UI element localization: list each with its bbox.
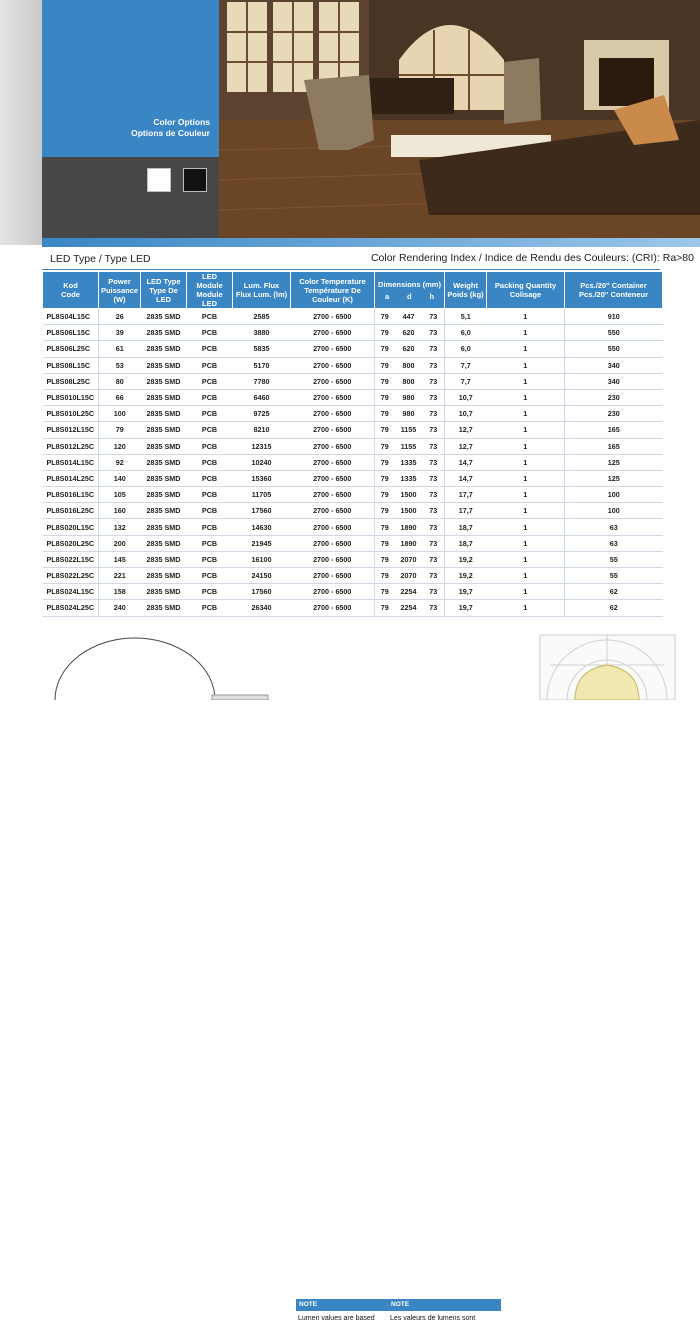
table-cell: 2700 - 6500 (291, 309, 375, 325)
note-label-fr: NOTE (388, 1299, 501, 1311)
table-row (43, 389, 663, 405)
table-cell: 125 (565, 470, 663, 486)
table-cell: 1 (487, 406, 565, 422)
table-cell: 7,7 (445, 373, 487, 389)
table-cell: 12315 (233, 438, 291, 454)
table-cell: 21945 (233, 535, 291, 551)
table-cell: 12,7 (445, 422, 487, 438)
table-cell: 1155 (395, 438, 423, 454)
table-row (43, 519, 663, 535)
table-cell: 2700 - 6500 (291, 422, 375, 438)
blue-divider (42, 238, 700, 247)
table-cell: 1 (487, 600, 565, 616)
table-cell: PL8S014L25C (43, 470, 99, 486)
table-cell: 800 (395, 357, 423, 373)
table-cell: 2700 - 6500 (291, 535, 375, 551)
left-gray-strip (0, 0, 42, 245)
table-cell: 16100 (233, 551, 291, 567)
room-photo (219, 0, 700, 238)
table-cell: 340 (565, 357, 663, 373)
table-cell: 125 (565, 454, 663, 470)
table-cell: 1 (487, 568, 565, 584)
table-cell: 1335 (395, 454, 423, 470)
table-cell: 92 (99, 454, 141, 470)
table-cell: 73 (423, 535, 445, 551)
table-cell: PL8S08L15C (43, 357, 99, 373)
table-cell: 2700 - 6500 (291, 325, 375, 341)
table-cell: 80 (99, 373, 141, 389)
table-cell: 18,7 (445, 535, 487, 551)
table-title-row (42, 251, 700, 269)
table-cell: PCB (187, 584, 233, 600)
table-cell: PCB (187, 487, 233, 503)
table-cell: 15360 (233, 470, 291, 486)
table-cell: 66 (99, 389, 141, 405)
bottom-section (0, 625, 700, 1322)
col-code: Kod Code (43, 272, 99, 309)
table-cell: PL8S022L15C (43, 551, 99, 567)
table-cell: PL8S08L25C (43, 373, 99, 389)
table-cell: 10,7 (445, 389, 487, 405)
table-cell: 1890 (395, 535, 423, 551)
table-cell: 53 (99, 357, 141, 373)
table-cell: 63 (565, 535, 663, 551)
table-cell: 26 (99, 309, 141, 325)
table-cell: 79 (375, 422, 395, 438)
table-cell: 19,7 (445, 584, 487, 600)
table-row (43, 309, 663, 325)
note-text-fr: Les valeurs de lumens sont (390, 1315, 476, 1322)
table-row (43, 325, 663, 341)
table-cell: 1 (487, 535, 565, 551)
table-cell: 1 (487, 503, 565, 519)
col-weight: Weight Poids (kg) (445, 272, 487, 309)
table-cell: 2700 - 6500 (291, 438, 375, 454)
table-cell: 79 (375, 551, 395, 567)
table-cell: 73 (423, 325, 445, 341)
table-cell: 3880 (233, 325, 291, 341)
table-cell: 2835 SMD (141, 568, 187, 584)
table-cell: 17560 (233, 584, 291, 600)
table-cell: 79 (375, 309, 395, 325)
black-swatch[interactable] (183, 168, 207, 192)
table-cell: 2835 SMD (141, 454, 187, 470)
table-cell: 158 (99, 584, 141, 600)
table-cell: 18,7 (445, 519, 487, 535)
table-cell: PL8S06L25C (43, 341, 99, 357)
table-cell: PL8S024L15C (43, 584, 99, 600)
table-cell: 230 (565, 389, 663, 405)
table-cell: 14630 (233, 519, 291, 535)
table-cell: PCB (187, 600, 233, 616)
table-cell: 2835 SMD (141, 600, 187, 616)
table-cell: 11705 (233, 487, 291, 503)
table-cell: PCB (187, 309, 233, 325)
specs-table (42, 271, 663, 617)
table-cell: 2835 SMD (141, 406, 187, 422)
table-row (43, 438, 663, 454)
note-label-en: NOTE (296, 1299, 389, 1311)
table-cell: 14,7 (445, 454, 487, 470)
table-cell: PL8S010L25C (43, 406, 99, 422)
luminaire-outline (55, 638, 215, 700)
table-cell: 2700 - 6500 (291, 568, 375, 584)
table-cell: 24150 (233, 568, 291, 584)
table-cell: 2585 (233, 309, 291, 325)
table-cell: 1500 (395, 503, 423, 519)
table-cell: 26340 (233, 600, 291, 616)
table-cell: 55 (565, 551, 663, 567)
table-cell: 200 (99, 535, 141, 551)
table-cell: 73 (423, 503, 445, 519)
table-row (43, 470, 663, 486)
table-cell: 340 (565, 373, 663, 389)
table-cell: 73 (423, 389, 445, 405)
table-cell: PCB (187, 325, 233, 341)
table-cell: PCB (187, 389, 233, 405)
table-cell: 2700 - 6500 (291, 503, 375, 519)
table-cell: 1 (487, 584, 565, 600)
table-cell: 73 (423, 373, 445, 389)
table-cell: 73 (423, 406, 445, 422)
table-cell: 62 (565, 584, 663, 600)
table-cell: 2700 - 6500 (291, 389, 375, 405)
table-cell: 2254 (395, 584, 423, 600)
table-cell: 14,7 (445, 470, 487, 486)
table-cell: 1 (487, 309, 565, 325)
table-cell: 12,7 (445, 438, 487, 454)
table-cell: PCB (187, 438, 233, 454)
table-cell: 165 (565, 422, 663, 438)
table-cell: 6460 (233, 389, 291, 405)
table-cell: 160 (99, 503, 141, 519)
table-cell: 17560 (233, 503, 291, 519)
table-cell: 2835 SMD (141, 422, 187, 438)
table-cell: 2700 - 6500 (291, 487, 375, 503)
table-cell: 19,2 (445, 551, 487, 567)
table-cell: 800 (395, 373, 423, 389)
table-cell: PL8S012L25C (43, 438, 99, 454)
table-cell: 550 (565, 341, 663, 357)
table-cell: 2835 SMD (141, 584, 187, 600)
table-row (43, 551, 663, 567)
table-cell: 2700 - 6500 (291, 454, 375, 470)
table-cell: 1 (487, 422, 565, 438)
swatch-panel (42, 157, 219, 238)
table-cell: 100 (99, 406, 141, 422)
table-cell: 63 (565, 519, 663, 535)
table-row (43, 373, 663, 389)
table-header-row (43, 272, 663, 309)
table-cell: 1 (487, 487, 565, 503)
table-cell: PCB (187, 535, 233, 551)
table-cell: 79 (375, 503, 395, 519)
table-cell: 1 (487, 389, 565, 405)
table-cell: 73 (423, 584, 445, 600)
table-cell: 79 (375, 325, 395, 341)
table-cell: 73 (423, 438, 445, 454)
table-cell: PL8S020L25C (43, 535, 99, 551)
table-cell: 17,7 (445, 503, 487, 519)
table-cell: 1 (487, 551, 565, 567)
table-cell: PL8S04L15C (43, 309, 99, 325)
table-cell: 980 (395, 389, 423, 405)
table-cell: 73 (423, 600, 445, 616)
table-cell: PCB (187, 551, 233, 567)
table-cell: 79 (375, 487, 395, 503)
table-cell: 79 (375, 438, 395, 454)
table-cell: 79 (375, 389, 395, 405)
table-cell: 73 (423, 470, 445, 486)
table-cell: 140 (99, 470, 141, 486)
table-cell: 2700 - 6500 (291, 584, 375, 600)
col-temp: Color Temperature Température De Couleur (K) (291, 272, 375, 309)
table-cell: 2700 - 6500 (291, 600, 375, 616)
table-cell: PCB (187, 373, 233, 389)
table-cell: 1 (487, 373, 565, 389)
table-cell: 6,0 (445, 341, 487, 357)
table-cell: PL8S014L15C (43, 454, 99, 470)
table-cell: 240 (99, 600, 141, 616)
table-cell: 2835 SMD (141, 357, 187, 373)
table-row (43, 357, 663, 373)
col-container: Pcs./20'' Container Pcs./20'' Conteneur (565, 272, 663, 309)
table-cell: 910 (565, 309, 663, 325)
table-cell: 5835 (233, 341, 291, 357)
table-cell: 6,0 (445, 325, 487, 341)
table-cell: PL8S020L15C (43, 519, 99, 535)
table-cell: 73 (423, 341, 445, 357)
table-row (43, 535, 663, 551)
title-rule (42, 269, 660, 270)
table-cell: 55 (565, 568, 663, 584)
table-cell: PCB (187, 568, 233, 584)
table-cell: 550 (565, 325, 663, 341)
table-cell: 1 (487, 357, 565, 373)
table-cell: 79 (375, 470, 395, 486)
table-cell: 2700 - 6500 (291, 519, 375, 535)
polar-diagram (540, 635, 675, 700)
col-packing: Packing Quantity Colisage (487, 272, 565, 309)
armchair-right (504, 58, 541, 124)
table-row (43, 568, 663, 584)
table-cell: 145 (99, 551, 141, 567)
table-row (43, 422, 663, 438)
table-cell: 620 (395, 341, 423, 357)
table-cell: 2070 (395, 551, 423, 567)
table-cell: PL8S06L15C (43, 325, 99, 341)
table-cell: 19,7 (445, 600, 487, 616)
table-cell: PL8S010L15C (43, 389, 99, 405)
table-cell: 221 (99, 568, 141, 584)
table-cell: 2700 - 6500 (291, 406, 375, 422)
table-cell: 9725 (233, 406, 291, 422)
col-led-type: LED Type Type De LED (141, 272, 187, 309)
table-cell: 8210 (233, 422, 291, 438)
table-cell: 2700 - 6500 (291, 551, 375, 567)
table-cell: 19,2 (445, 568, 487, 584)
note-text-en: Lumen values are based (298, 1315, 375, 1322)
table-cell: PCB (187, 406, 233, 422)
table-cell: PCB (187, 422, 233, 438)
table-cell: 2835 SMD (141, 519, 187, 535)
col-flux: Lum. Flux Flux Lum. (lm) (233, 272, 291, 309)
table-cell: 73 (423, 422, 445, 438)
table-row (43, 584, 663, 600)
table-cell: PL8S016L15C (43, 487, 99, 503)
table-cell: 79 (375, 600, 395, 616)
table-cell: 61 (99, 341, 141, 357)
table-cell: 73 (423, 568, 445, 584)
table-row (43, 406, 663, 422)
table-cell: 73 (423, 487, 445, 503)
table-cell: 2835 SMD (141, 389, 187, 405)
table-body (43, 309, 663, 617)
table-cell: 79 (375, 454, 395, 470)
table-cell: PL8S012L15C (43, 422, 99, 438)
color-options-label (131, 117, 210, 139)
table-cell: 39 (99, 325, 141, 341)
col-power: Power Puissance (W) (99, 272, 141, 309)
table-cell: 62 (565, 600, 663, 616)
table-cell: 79 (375, 341, 395, 357)
table-cell: 7,7 (445, 357, 487, 373)
table-cell: 620 (395, 325, 423, 341)
table-cell: 79 (99, 422, 141, 438)
table-cell: 5170 (233, 357, 291, 373)
table-cell: 7780 (233, 373, 291, 389)
table-cell: 2835 SMD (141, 535, 187, 551)
color-options-fr: Options de Couleur (131, 128, 210, 138)
table-cell: 2070 (395, 568, 423, 584)
color-options-panel (42, 0, 219, 157)
table-cell: 79 (375, 406, 395, 422)
table-cell: 79 (375, 568, 395, 584)
table-cell: 79 (375, 373, 395, 389)
table-cell: 165 (565, 438, 663, 454)
table-row (43, 487, 663, 503)
table-cell: 2835 SMD (141, 438, 187, 454)
table-cell: 1 (487, 341, 565, 357)
table-cell: 1 (487, 325, 565, 341)
table-cell: 1 (487, 519, 565, 535)
table-cell: 1 (487, 470, 565, 486)
table-cell: 980 (395, 406, 423, 422)
table-cell: 79 (375, 519, 395, 535)
table-cell: 2700 - 6500 (291, 357, 375, 373)
table-cell: PCB (187, 503, 233, 519)
table-cell: 2835 SMD (141, 503, 187, 519)
table-cell: 2835 SMD (141, 309, 187, 325)
table-cell: 1 (487, 438, 565, 454)
white-swatch[interactable] (147, 168, 171, 192)
table-cell: 73 (423, 519, 445, 535)
col-dimensions: Dimensions (mm) a d h (375, 272, 445, 309)
table-cell: 1890 (395, 519, 423, 535)
table-cell: 2835 SMD (141, 470, 187, 486)
table-cell: 105 (99, 487, 141, 503)
table-row (43, 341, 663, 357)
table-cell: 2700 - 6500 (291, 373, 375, 389)
table-cell: 2835 SMD (141, 551, 187, 567)
table-cell: 100 (565, 487, 663, 503)
table-cell: PCB (187, 470, 233, 486)
table-cell: 79 (375, 535, 395, 551)
table-cell: PL8S016L25C (43, 503, 99, 519)
table-cell: 17,7 (445, 487, 487, 503)
table-cell: 120 (99, 438, 141, 454)
luminaire-side (212, 695, 268, 700)
table-cell: 73 (423, 357, 445, 373)
room-photo-illustration (219, 0, 700, 238)
col-module: LED Module Module LED (187, 272, 233, 309)
table-cell: 1155 (395, 422, 423, 438)
table-cell: 230 (565, 406, 663, 422)
table-cell: 2835 SMD (141, 325, 187, 341)
table-cell: PCB (187, 341, 233, 357)
table-cell: 100 (565, 503, 663, 519)
table-row (43, 503, 663, 519)
cri-title: Color Rendering Index / Indice de Rendu des Couleurs: (CRI): Ra>80 (370, 252, 694, 264)
table-cell: 73 (423, 551, 445, 567)
color-options-en: Color Options (153, 117, 210, 127)
table-cell: 2835 SMD (141, 373, 187, 389)
table-cell: 2700 - 6500 (291, 470, 375, 486)
table-row (43, 454, 663, 470)
table-cell: 1335 (395, 470, 423, 486)
table-cell: 2700 - 6500 (291, 341, 375, 357)
led-type-title: LED Type / Type LED (50, 253, 151, 265)
bottom-drawings (0, 625, 700, 700)
table-cell: 10,7 (445, 406, 487, 422)
table-cell: 1 (487, 454, 565, 470)
table-cell: 73 (423, 309, 445, 325)
table-cell: 2835 SMD (141, 487, 187, 503)
table-cell: PL8S024L25C (43, 600, 99, 616)
table-cell: 5,1 (445, 309, 487, 325)
table-cell: PCB (187, 454, 233, 470)
table-row (43, 600, 663, 616)
table-cell: 73 (423, 454, 445, 470)
table-cell: 447 (395, 309, 423, 325)
table-cell: 2254 (395, 600, 423, 616)
table-cell: 132 (99, 519, 141, 535)
table-cell: PCB (187, 357, 233, 373)
table-cell: 79 (375, 584, 395, 600)
table-cell: 79 (375, 357, 395, 373)
table-cell: 10240 (233, 454, 291, 470)
table-cell: 2835 SMD (141, 341, 187, 357)
table-cell: PL8S022L25C (43, 568, 99, 584)
table-cell: PCB (187, 519, 233, 535)
table-cell: 1500 (395, 487, 423, 503)
